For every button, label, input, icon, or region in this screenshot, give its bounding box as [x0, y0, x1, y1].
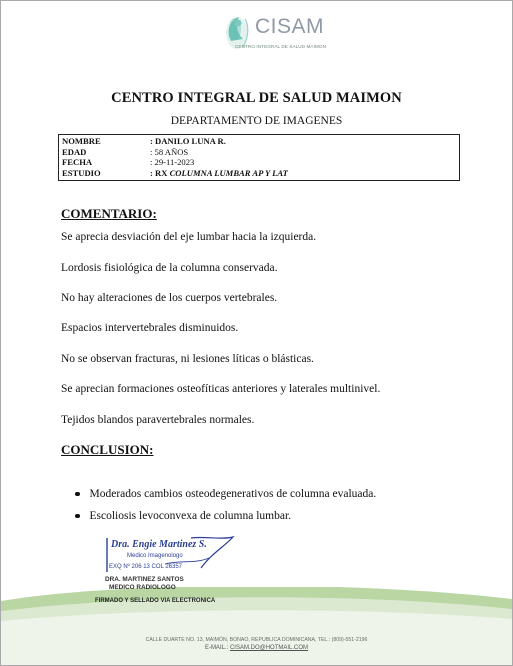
- footer-email-line: [1, 645, 512, 651]
- bullet-icon: [75, 492, 80, 497]
- comment-line: No se observan fracturas, ni lesiones líticas o blásticas.: [61, 353, 314, 365]
- doctor-title: MEDICO RADIOLOGO: [109, 584, 176, 591]
- stamp-line-2: Medico Imagenologo: [127, 553, 183, 559]
- study-date-row: [62, 157, 459, 168]
- stamp-line-1: Dra. Engie Martinez S.: [111, 539, 207, 550]
- conclusion-list: [75, 483, 376, 527]
- comment-line: Lordosis fisiológica de la columna conservada.: [61, 262, 278, 274]
- footer-email-link[interactable]: CISAM.DO@HOTMAIL.COM: [229, 645, 309, 651]
- stamp-line-3: EXQ Nº 206 13 COL 26357: [109, 564, 183, 570]
- patient-age-row: [62, 147, 459, 158]
- info-label: EDAD: [62, 146, 87, 157]
- logo-subtitle: CENTRO INTEGRAL DE SALUD MAIMON: [235, 44, 326, 49]
- logo-name: CISAM: [255, 15, 325, 38]
- footer-email-label: E-MAIL.:: [204, 645, 229, 651]
- list-item: [75, 505, 376, 527]
- comment-line: Espacios intervertebrales disminuidos.: [61, 322, 239, 334]
- study-prefix: : RX: [150, 167, 170, 178]
- comment-heading: COMENTARIO:: [61, 206, 157, 221]
- patient-age-value: : 58 AÑOS: [150, 146, 189, 157]
- department-title: DEPARTAMENTO DE IMAGENES: [170, 115, 343, 127]
- conclusion-text: Escoliosis levoconvexa de columna lumbar.: [89, 510, 292, 522]
- footer-address: CALLE DUARTE NO. 13, MAIMÓN, BONAO, REPUBLICA DOMINICANA, TEL.: (809)-551-2196: [145, 637, 368, 643]
- info-label: NOMBRE: [62, 136, 101, 146]
- comment-line: No hay alteraciones de los cuerpos vertebrales.: [61, 292, 278, 304]
- comment-line: Se aprecia desviación del eje lumbar hacia la izquierda.: [61, 231, 317, 243]
- doctor-name: DRA. MARTINEZ SANTOS: [105, 576, 184, 583]
- conclusion-heading: CONCLUSION:: [61, 442, 154, 457]
- footer-wave-icon: [1, 587, 512, 666]
- signature-note: FIRMADO Y SELLADO VIA ELECTRONICA: [95, 598, 216, 604]
- doctor-stamp-icon: [105, 534, 237, 574]
- comment-line: Tejidos blandos paravertebrales normales.: [61, 414, 255, 426]
- conclusion-text: Moderados cambios osteodegenerativos de columna evaluada.: [89, 488, 377, 500]
- study-date-value: : 29-11-2023: [150, 157, 195, 168]
- comment-line: Se aprecian formaciones osteofíticas anteriores y laterales multinivel.: [61, 383, 381, 395]
- patient-name-value: : DANILO LUNA R.: [150, 136, 226, 146]
- report-title: CENTRO INTEGRAL DE SALUD MAIMON: [111, 90, 402, 106]
- list-item: [75, 483, 376, 505]
- patient-info-box: [58, 134, 460, 181]
- study-value: [150, 168, 288, 179]
- bullet-icon: [75, 514, 80, 519]
- patient-name-row: [62, 136, 459, 147]
- study-name: COLUMNA LUMBAR AP Y LAT: [169, 167, 288, 178]
- info-label: FECHA: [62, 157, 93, 168]
- info-label: ESTUDIO: [62, 167, 101, 178]
- study-row: [62, 168, 459, 179]
